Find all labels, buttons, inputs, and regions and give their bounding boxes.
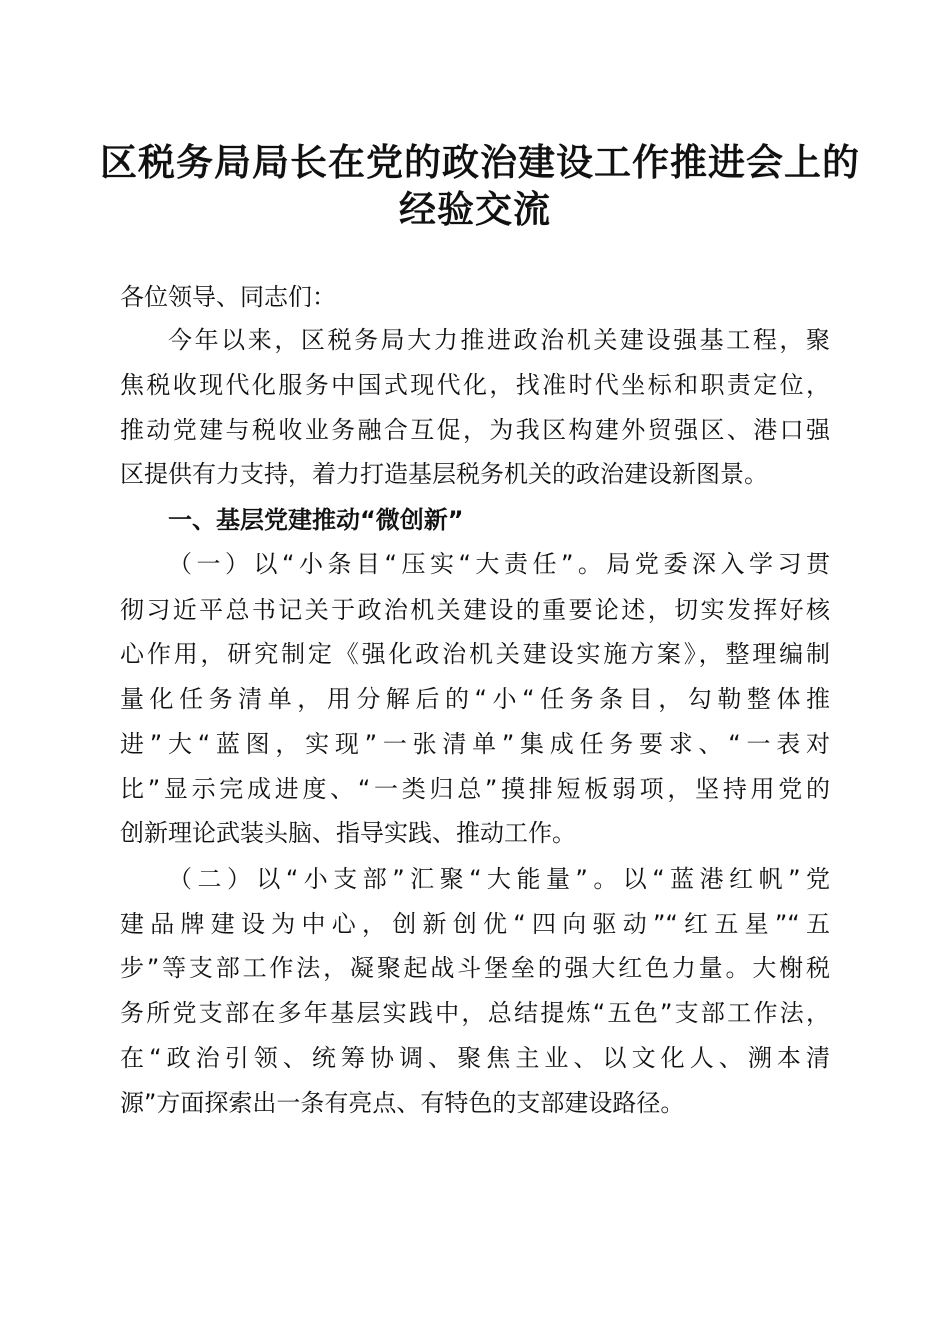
intro-line-2: 焦税收现代化服务中国式现代化，找准时代坐标和职责定位， [120, 371, 830, 399]
para2-line-3: 步”等支部工作法，凝聚起战斗堡垒的强大红色力量。大榭税 [120, 954, 830, 982]
intro-line-4: 区提供有力支持，着力打造基层税务机关的政治建设新图景。 [120, 460, 768, 488]
document-title-line-1: 区税务局局长在党的政治建设工作推进会上的 [100, 140, 860, 184]
document-title-line-2: 经验交流 [399, 187, 551, 231]
para1-line-4: 量化任务清单，用分解后的“小“任务条目，勾勒整体推 [120, 685, 830, 713]
para1-line-2: 彻习近平总书记关于政治机关建设的重要论述，切实发挥好核 [120, 596, 830, 624]
salutation: 各位领导、同志们： [120, 283, 336, 311]
para2-line-4: 务所党支部在多年基层实践中，总结提炼“五色”支部工作法， [120, 999, 830, 1027]
para1-line-1: （一）以“小条目“压实“大责任”。局党委深入学习贯 [168, 550, 830, 578]
para2-line-5: 在“政治引领、统筹协调、聚焦主业、以文化人、溯本清 [120, 1044, 830, 1072]
para1-line-5: 进”大“蓝图，实现”一张清单”集成任务要求、“一表对 [120, 730, 830, 758]
intro-line-3: 推动党建与税收业务融合互促，为我区构建外贸强区、港口强 [120, 416, 830, 444]
intro-line-1: 今年以来，区税务局大力推进政治机关建设强基工程，聚 [168, 326, 830, 354]
para1-line-7: 创新理论武装头脑、指导实践、推动工作。 [120, 819, 576, 847]
para2-line-6: 源”方面探索出一条有亮点、有特色的支部建设路径。 [120, 1089, 685, 1117]
para1-line-3: 心作用，研究制定《强化政治机关建设实施方案》，整理编制 [120, 640, 830, 668]
para2-line-1: （二）以“小支部”汇聚“大能量”。以“蓝港红帆”党 [168, 865, 830, 893]
section-heading-1: 一、基层党建推动“微创新” [168, 506, 464, 534]
para1-line-6: 比”显示完成进度、“一类归总”摸排短板弱项，坚持用党的 [120, 775, 830, 803]
para2-line-2: 建品牌建设为中心，创新创优“四向驱动”“红五星”“五 [120, 910, 830, 938]
